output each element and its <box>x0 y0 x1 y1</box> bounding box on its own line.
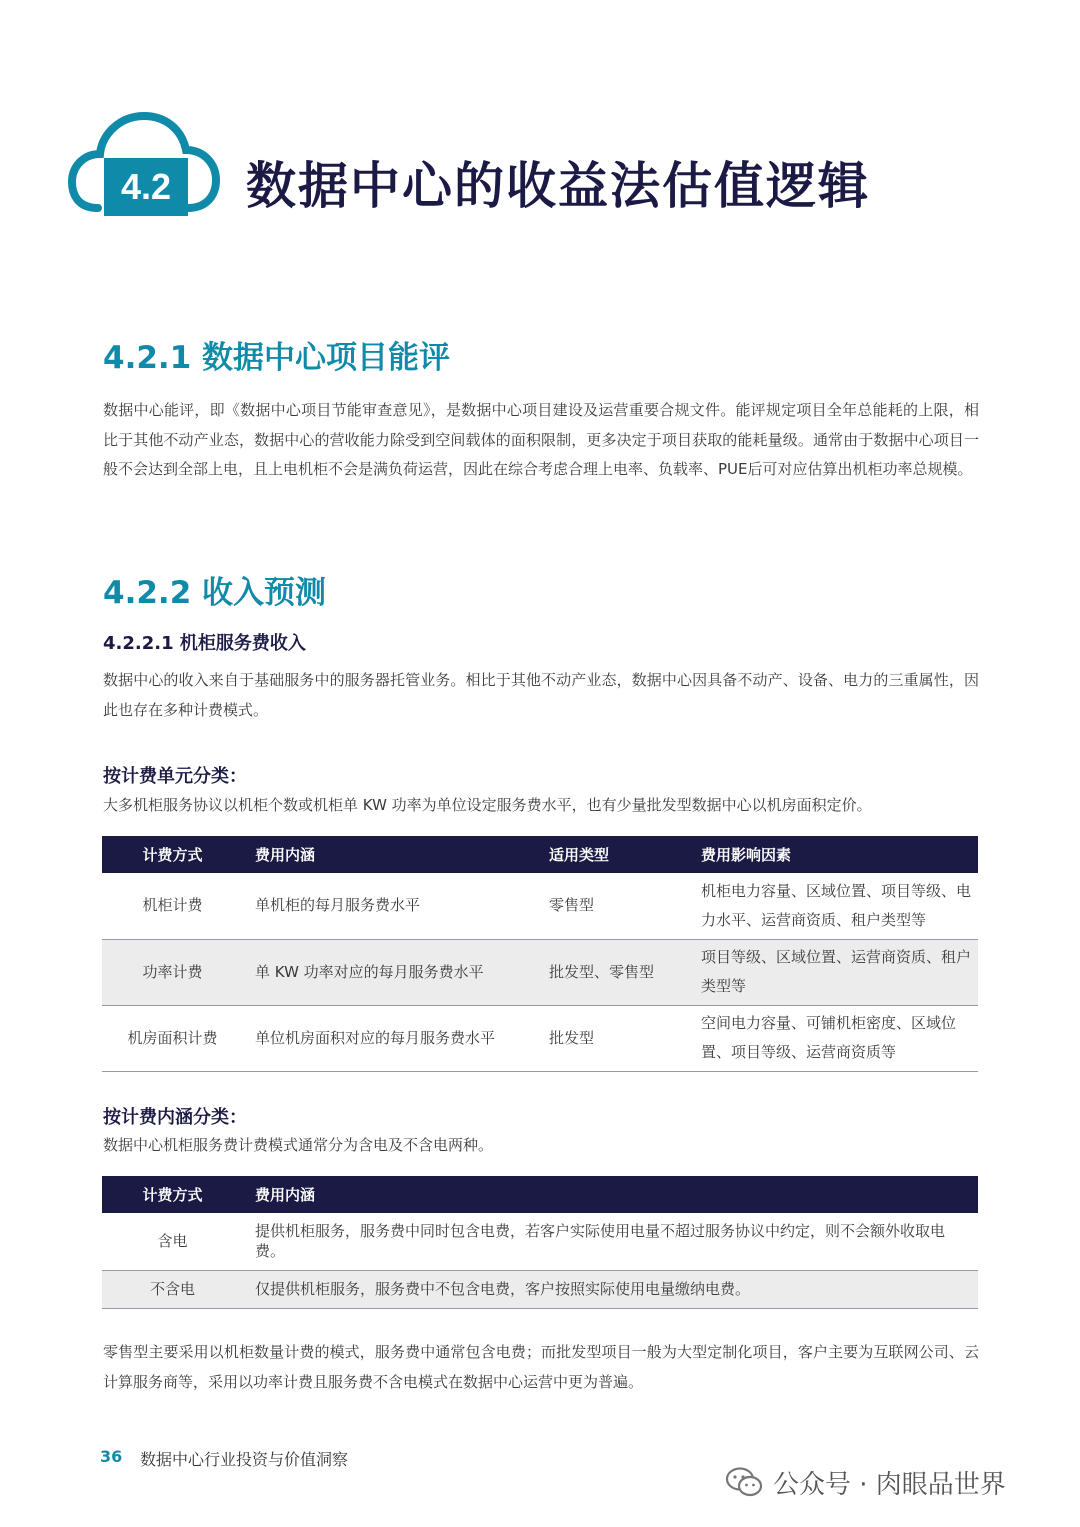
page-number: 36 <box>100 1447 123 1466</box>
table-cell: 单 KW 功率对应的每月服务费水平 <box>243 939 537 1005</box>
watermark-text: 公众号 · 肉眼品世界 <box>773 1469 1006 1500</box>
paragraph-by-content: 数据中心机柜服务费计费模式通常分为含电及不含电两种。 <box>103 1136 494 1154</box>
table-header-row <box>102 836 978 873</box>
table-header-row <box>102 1176 978 1213</box>
section-header <box>68 108 968 218</box>
table-cell: 项目等级、区域位置、运营商资质、租户类型等 <box>689 939 978 1005</box>
table-cell: 提供机柜服务，服务费中同时包含电费，若客户实际使用电量不超过服务协议中约定，则不会额外收取电费。 <box>243 1213 978 1270</box>
table-row <box>102 1213 978 1270</box>
footer-title: 数据中心行业投资与价值洞察 <box>140 1450 349 1469</box>
table-billing-unit <box>102 836 978 1072</box>
table-cell: 空间电力容量、可铺机柜密度、区域位置、项目等级、运营商资质等 <box>689 1005 978 1071</box>
paragraph-closing: 零售型主要采用以机柜数量计费的模式，服务费中通常包含电费；而批发型项目一般为大型定制化项目，客户主要为互联网公司、云计算服务商等，采用以功率计费且服务费不含电模式在数据中心运营中更为普遍。 <box>103 1343 979 1391</box>
heading-4-2-2-1: 4.2.2.1 机柜服务费收入 <box>103 633 306 654</box>
column-header: 费用内涵 <box>243 1176 978 1213</box>
paragraph-by-unit: 大多机柜服务协议以机柜个数或机柜单 KW 功率为单位设定服务费水平，也有少量批发型数据中心以机房面积定价。 <box>103 796 872 814</box>
table-cell: 机柜电力容量、区域位置、项目等级、电力水平、运营商资质、租户类型等 <box>689 873 978 939</box>
column-header: 费用影响因素 <box>689 836 978 873</box>
table-cell: 单位机房面积对应的每月服务费水平 <box>243 1005 537 1071</box>
paragraph-energy-assessment: 数据中心能评，即《数据中心项目节能审查意见》，是数据中心项目建设及运营重要合规文件。能评规定项目全年总能耗的上限，相比于其他不动产业态，数据中心的营收能力除受到空间载体的面积限制，更多决定于项目获取的能耗量级。通常由于数据中心项目一般不会达到全部上电，且上电机柜不会是满负荷运营，因此在综合考虑合理上电率、负载率、PUE后可对应估算出机柜功率总规模。 <box>103 401 979 478</box>
column-header: 适用类型 <box>537 836 689 873</box>
table-billing-content <box>102 1176 978 1309</box>
heading-4-2-2: 4.2.2 收入预测 <box>103 575 327 611</box>
column-header: 费用内涵 <box>243 836 537 873</box>
subheading-by-unit: 按计费单元分类： <box>103 766 247 787</box>
section-number-badge: 4.2 <box>104 158 188 216</box>
table-cell: 单机柜的每月服务费水平 <box>243 873 537 939</box>
subheading-by-content: 按计费内涵分类： <box>103 1107 247 1128</box>
table-cell: 机房面积计费 <box>102 1005 243 1071</box>
page-title: 数据中心的收益法估值逻辑 <box>246 157 870 215</box>
wechat-icon <box>725 1466 763 1498</box>
table-row <box>102 1005 978 1071</box>
watermark <box>725 1462 1006 1502</box>
paragraph-revenue-intro: 数据中心的收入来自于基础服务中的服务器托管业务。相比于其他不动产业态，数据中心因具备不动产、设备、电力的三重属性，因此也存在多种计费模式。 <box>103 671 979 719</box>
column-header: 计费方式 <box>102 836 243 873</box>
column-header: 计费方式 <box>102 1176 243 1213</box>
table-row <box>102 939 978 1005</box>
table-cell: 功率计费 <box>102 939 243 1005</box>
heading-4-2-1: 4.2.1 数据中心项目能评 <box>103 340 451 376</box>
table-cell: 仅提供机柜服务，服务费中不包含电费，客户按照实际使用电量缴纳电费。 <box>243 1270 978 1308</box>
table-cell: 不含电 <box>102 1270 243 1308</box>
table-cell: 零售型 <box>537 873 689 939</box>
table-cell: 机柜计费 <box>102 873 243 939</box>
table-cell: 批发型、零售型 <box>537 939 689 1005</box>
table-row <box>102 1270 978 1308</box>
table-cell: 批发型 <box>537 1005 689 1071</box>
table-row <box>102 873 978 939</box>
table-cell: 含电 <box>102 1213 243 1270</box>
